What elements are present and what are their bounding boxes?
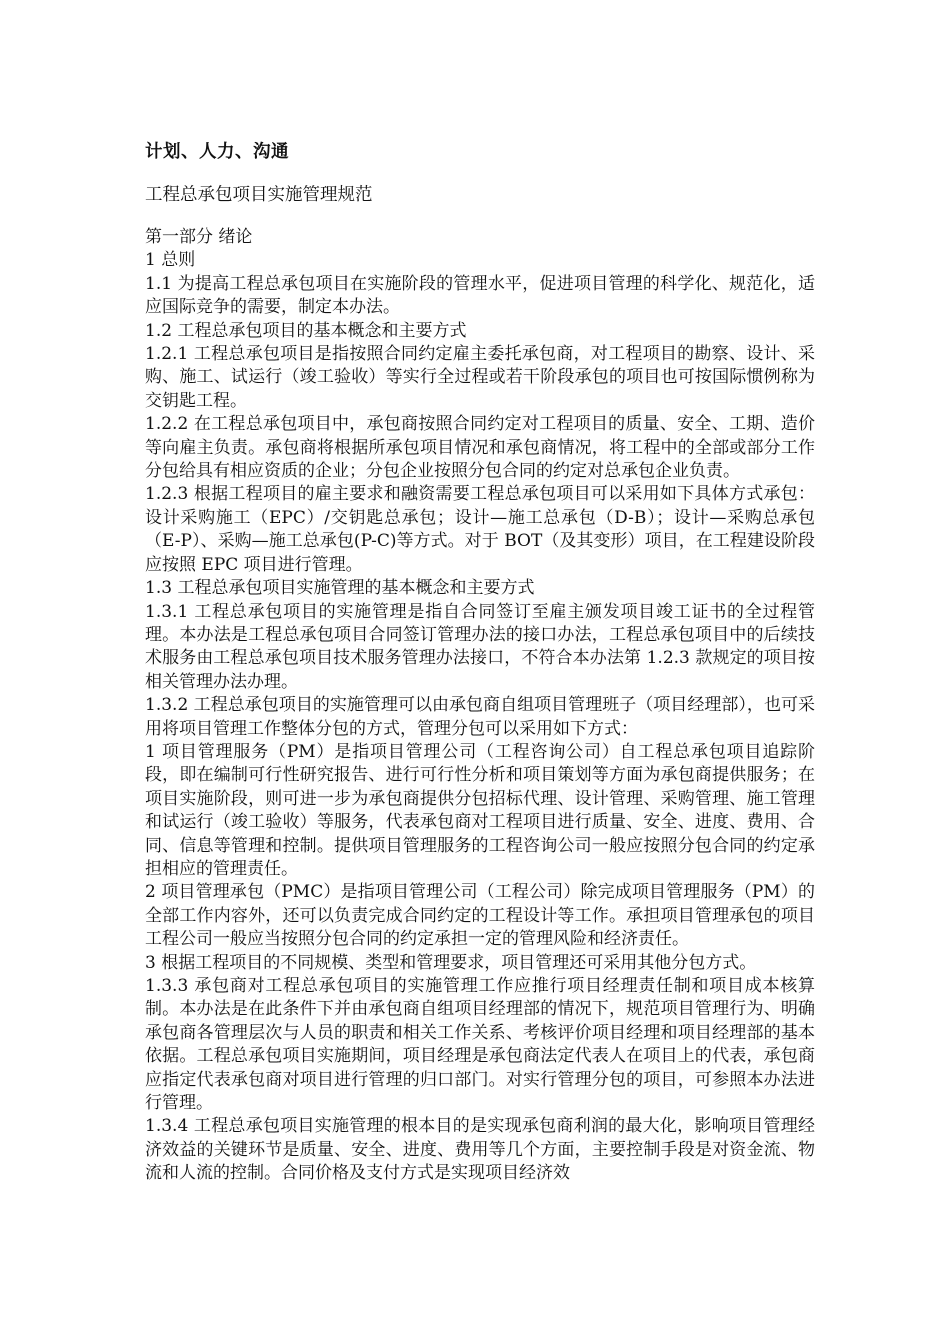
paragraph: 1.3.3 承包商对工程总承包项目的实施管理工作应推行项目经理责任制和项目成本核算制。本办法是在此条件下并由承包商自组项目经理部的情况下，规范项目管理行为、明确承包商各管理层次与人员的职责和相关工作关系、考核评价项目经理和项目经理部的基本依据。工程总承包项目实施期间，项目经理是承包商法定代表人在项目上的代表，承包商应指定代表承包商对项目进行管理的归口部门。对实行管理分包的项目，可参照本办法进行管理。	[145, 976, 815, 1114]
list-item: 1 项目管理服务（PM）是指项目管理公司（工程咨询公司）自工程总承包项目追踪阶段，即在编制可行性研究报告、进行可行性分析和项目策划等方面为承包商提供服务；在项目实施阶段，则可进一步为承包商提供分包招标代理、设计管理、采购管理、施工管理和试运行（竣工验收）等服务，代表承包商对工程项目进行质量、安全、进度、费用、合同、信息等管理和控制。提供项目管理服务的工程咨询公司一般应按照分包合同的约定承担相应的管理责任。	[145, 741, 815, 879]
document-title: 工程总承包项目实施管理规范	[145, 185, 373, 205]
paragraph: 1.2.3 根据工程项目的雇主要求和融资需要工程总承包项目可以采用如下具体方式承包：设计采购施工（EPC）/交钥匙总承包；设计—施工总承包（D-B）；设计—采购总承包（E-P）、采购—施工总承包(P-C)等方式。对于 BOT（及其变形）项目，在工程建设阶段应按照 EPC 项目进行管理。	[145, 484, 815, 575]
paragraph: 1.2.1 工程总承包项目是指按照合同约定雇主委托承包商，对工程项目的勘察、设计、采购、施工、试运行（竣工验收）等实行全过程或若干阶段承包的项目也可按国际惯例称为交钥匙工程。	[145, 344, 815, 411]
list-item: 2 项目管理承包（PMC）是指项目管理公司（工程公司）除完成项目管理服务（PM）的全部工作内容外，还可以负责完成合同约定的工程设计等工作。承担项目管理承包的项目工程公司一般应当按照分包合同的约定承担一定的管理风险和经济责任。	[145, 882, 815, 950]
list-item: 3 根据工程项目的不同规模、类型和管理要求，项目管理还可采用其他分包方式。	[145, 952, 757, 973]
section-heading: 1.2 工程总承包项目的基本概念和主要方式	[145, 320, 467, 341]
paragraph: 1.1 为提高工程总承包项目在实施阶段的管理水平，促进项目管理的科学化、规范化，适应国际竞争的需要，制定本办法。	[145, 273, 815, 318]
document-body	[145, 226, 815, 1186]
part-heading: 第一部分 绪论	[145, 227, 253, 247]
paragraph: 1.3.1 工程总承包项目的实施管理是指自合同签订至雇主颁发项目竣工证书的全过程管理。本办法是工程总承包项目合同签订管理办法的接口办法，工程总承包项目中的后续技术服务由工程总承包项目技术服务管理办法接口，不符合本办法第 1.2.3 款规定的项目按相关管理办法办理。	[145, 601, 815, 692]
section-heading: 1.3 工程总承包项目实施管理的基本概念和主要方式	[145, 578, 535, 599]
paragraph: 1.3.4 工程总承包项目实施管理的根本目的是实现承包商利润的最大化，影响项目管理经济效益的关键环节是质量、安全、进度、费用等几个方面，主要控制手段是对资金流、物流和人流的控制。合同价格及支付方式是实现项目经济效	[145, 1116, 815, 1184]
section-heading: 1 总则	[145, 250, 196, 271]
paragraph: 1.2.2 在工程总承包项目中，承包商按照合同约定对工程项目的质量、安全、工期、造价等向雇主负责。承包商将根据所承包项目情况和承包商情况，将工程中的全部或部分工作分包给具有相应资质的企业；分包企业按照分包合同的约定对总承包企业负责。	[145, 414, 815, 482]
paragraph: 1.3.2 工程总承包项目的实施管理可以由承包商自组项目管理班子（项目经理部），也可采用将项目管理工作整体分包的方式，管理分包可以采用如下方式：	[145, 695, 815, 739]
document-heading: 计划、人力、沟通	[145, 142, 289, 162]
